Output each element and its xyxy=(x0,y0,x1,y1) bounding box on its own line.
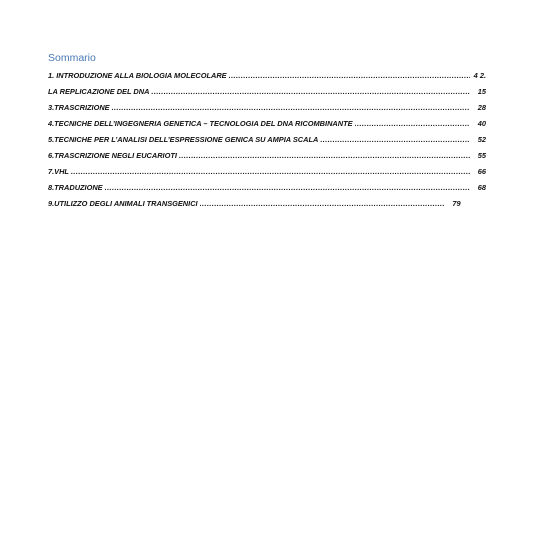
toc-entry-title: LA REPLICAZIONE DEL DNA xyxy=(48,87,150,96)
toc-entry-page: 55 xyxy=(477,151,486,160)
toc-entry-title: 1. INTRODUZIONE ALLA BIOLOGIA MOLECOLARE xyxy=(48,71,227,80)
toc-dot-leader xyxy=(355,116,470,132)
toc-entry-page: 52 xyxy=(477,135,486,144)
toc-dot-leader xyxy=(179,148,470,164)
toc-dot-leader xyxy=(105,180,470,196)
toc-entry-title: 9.UTILIZZO DEGLI ANIMALI TRANSGENICI xyxy=(48,199,198,208)
toc-entry-page: 4 2. xyxy=(473,71,486,80)
toc-entry-traduzione[interactable] xyxy=(48,180,488,196)
toc-entry-trascrizione-eucarioti[interactable] xyxy=(48,148,488,164)
toc-entry-page: 40 xyxy=(477,119,486,128)
toc-dot-leader xyxy=(151,84,470,100)
toc-entry-introduzione[interactable] xyxy=(48,68,488,84)
toc-entry-page: 28 xyxy=(477,103,486,112)
toc-entry-page: 68 xyxy=(477,183,486,192)
toc-entry-espressione-genica[interactable] xyxy=(48,132,488,148)
toc-entry-replicazione[interactable] xyxy=(48,84,488,100)
toc-dot-leader xyxy=(200,196,445,212)
toc-entry-trascrizione[interactable] xyxy=(48,100,488,116)
toc-entry-title: 4.TECNICHE DELL’INGEGNERIA GENETICA – TECNOLOGIA DEL DNA RICOMBINANTE xyxy=(48,119,353,128)
toc-dot-leader xyxy=(320,132,470,148)
toc-entry-ingegneria-genetica[interactable] xyxy=(48,116,488,132)
table-of-contents xyxy=(48,68,488,212)
toc-entry-animali-transgenici[interactable] xyxy=(48,196,488,212)
toc-entry-vhl[interactable] xyxy=(48,164,488,180)
toc-entry-page: 79 xyxy=(452,199,461,208)
toc-entry-page: 15 xyxy=(477,87,486,96)
toc-entry-title: 6.TRASCRIZIONE NEGLI EUCARIOTI xyxy=(48,151,177,160)
toc-entry-title: 5.TECNICHE PER L’ANALISI DELL’ESPRESSIONE GENICA SU AMPIA SCALA xyxy=(48,135,319,144)
toc-dot-leader xyxy=(112,100,470,116)
toc-dot-leader xyxy=(71,164,470,180)
toc-entry-page: 66 xyxy=(477,167,486,176)
toc-heading: Sommario xyxy=(48,52,96,64)
toc-entry-title: 8.TRADUZIONE xyxy=(48,183,103,192)
toc-entry-title: 3.TRASCRIZIONE xyxy=(48,103,110,112)
toc-entry-title: 7.VHL xyxy=(48,167,69,176)
toc-dot-leader xyxy=(229,68,470,84)
